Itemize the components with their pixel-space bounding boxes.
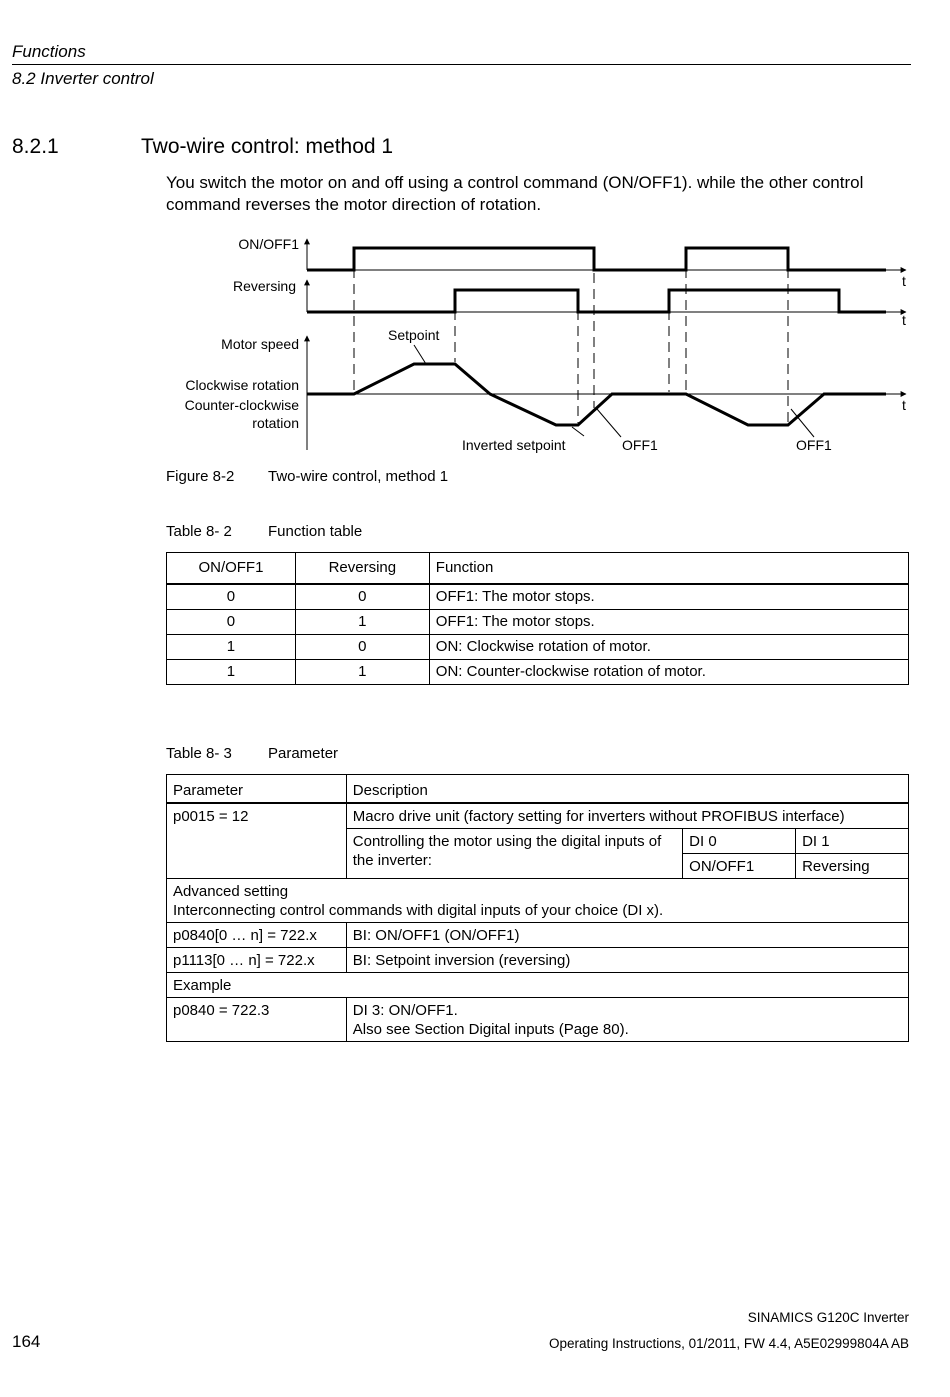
function-table	[166, 552, 909, 685]
figure-caption-text: Two-wire control, method 1	[268, 468, 449, 485]
timing-diagram	[0, 0, 950, 470]
table-row	[167, 635, 909, 660]
table-row	[167, 610, 909, 635]
header-function: Function	[429, 553, 908, 585]
intro-paragraph: You switch the motor on and off using a control command (ON/OFF1). while the other control command reverses the motor direction of rotation.	[166, 173, 864, 214]
cell-p1113-description	[346, 948, 908, 973]
page-number: 164	[12, 1332, 41, 1351]
label-off1-b: OFF1	[796, 437, 832, 453]
table-row	[167, 803, 909, 829]
cell-example-param: p0840 = 722.3	[167, 998, 347, 1042]
label-t-3: t	[902, 397, 906, 413]
cell-reversing: 1	[295, 660, 429, 685]
table1-caption	[166, 523, 362, 540]
macro-rest: (factory setting for inverters without PROFIBUS interface)	[459, 808, 845, 825]
cell-p0015: p0015 = 12	[167, 803, 347, 879]
parameter-table	[166, 774, 909, 1042]
cell-on-off1: 0	[167, 610, 296, 635]
reversing-signal	[307, 290, 886, 312]
advanced-title: Advanced setting	[173, 883, 289, 900]
table1-caption-label: Table 8- 2	[166, 523, 232, 540]
cell-on-off1: 1	[167, 635, 296, 660]
cell-p0840: p0840[0 … n] = 722.x	[167, 923, 347, 948]
label-on-off1: ON/OFF1	[238, 236, 299, 252]
label-t-1: t	[902, 273, 906, 289]
footer-document: Operating Instructions, 01/2011, FW 4.4, A5E02999804A AB	[549, 1336, 909, 1351]
label-inverted-setpoint: Inverted setpoint	[462, 437, 566, 453]
cell-example-title: Example	[167, 973, 909, 998]
advanced-text: Interconnecting control commands with digital inputs of your choice (DI x).	[173, 902, 664, 919]
section-number: 8.2.1	[12, 135, 59, 158]
header-parameter: Parameter	[167, 775, 347, 804]
table-row	[167, 584, 909, 610]
example-line1: DI 3: ON/OFF1.	[352, 1002, 458, 1019]
off1-leader-a	[597, 409, 621, 437]
cell-example-description	[346, 998, 908, 1042]
setpoint-leader	[414, 345, 426, 364]
cell-function: ON: Counter-clockwise rotation of motor.	[429, 660, 908, 685]
cell-macro-drive-unit	[346, 803, 908, 829]
table1-caption-text: Function table	[268, 523, 363, 540]
table2-caption-text: Parameter	[268, 745, 339, 762]
table-row	[167, 879, 909, 923]
cell-reversing: 0	[295, 584, 429, 610]
label-clockwise: Clockwise rotation	[185, 377, 299, 393]
label-ccw-line2: rotation	[252, 415, 299, 431]
table2-caption	[166, 745, 338, 762]
p1113-rest: (reversing)	[494, 952, 571, 969]
cell-di0: DI 0	[683, 829, 796, 854]
macro-bold: Macro drive unit	[352, 808, 460, 825]
cell-p0840-description	[346, 923, 908, 948]
label-setpoint: Setpoint	[388, 327, 440, 343]
figure-caption	[166, 468, 448, 485]
cell-di1: DI 1	[796, 829, 909, 854]
table-row	[167, 948, 909, 973]
cell-function: ON: Clockwise rotation of motor.	[429, 635, 908, 660]
header-on-off1: ON/OFF1	[167, 553, 296, 585]
header-chapter: Functions	[12, 42, 86, 61]
p1113-bold: BI: Setpoint inversion	[352, 952, 495, 969]
header-reversing: Reversing	[295, 553, 429, 585]
section-title: Two-wire control: method 1	[141, 135, 394, 158]
header-description: Description	[346, 775, 908, 804]
inverted-setpoint-leader	[572, 427, 584, 436]
label-motor-speed: Motor speed	[221, 336, 299, 352]
cell-advanced-setting	[167, 879, 909, 923]
table-row	[167, 973, 909, 998]
cell-function: OFF1: The motor stops.	[429, 584, 908, 610]
table-row	[167, 660, 909, 685]
cell-di0-value: ON/OFF1	[683, 854, 796, 879]
example-line2: Also see Section Digital inputs (Page 80).	[352, 1021, 629, 1038]
on-off1-signal	[307, 248, 886, 270]
cell-function: OFF1: The motor stops.	[429, 610, 908, 635]
table-row	[167, 923, 909, 948]
cell-controlling: Controlling the motor using the digital inputs of the inverter:	[346, 829, 682, 879]
label-ccw-line1: Counter-clockwise	[184, 397, 299, 413]
function-table-header	[167, 553, 909, 585]
label-off1-a: OFF1	[622, 437, 658, 453]
label-t-2: t	[902, 312, 906, 328]
cell-reversing: 1	[295, 610, 429, 635]
cell-reversing: 0	[295, 635, 429, 660]
cell-on-off1: 0	[167, 584, 296, 610]
table2-caption-label: Table 8- 3	[166, 745, 232, 762]
parameter-table-header	[167, 775, 909, 804]
cell-p1113: p1113[0 … n] = 722.x	[167, 948, 347, 973]
table-row	[167, 998, 909, 1042]
p0840-rest: (ON/OFF1)	[440, 927, 520, 944]
p0840-bold: BI: ON/OFF1	[352, 927, 441, 944]
label-reversing: Reversing	[232, 278, 296, 294]
header-section: 8.2 Inverter control	[12, 69, 154, 88]
cell-on-off1: 1	[167, 660, 296, 685]
footer-product: SINAMICS G120C Inverter	[747, 1310, 909, 1325]
figure-caption-label: Figure 8-2	[166, 468, 235, 485]
cell-di1-value: Reversing	[796, 854, 909, 879]
